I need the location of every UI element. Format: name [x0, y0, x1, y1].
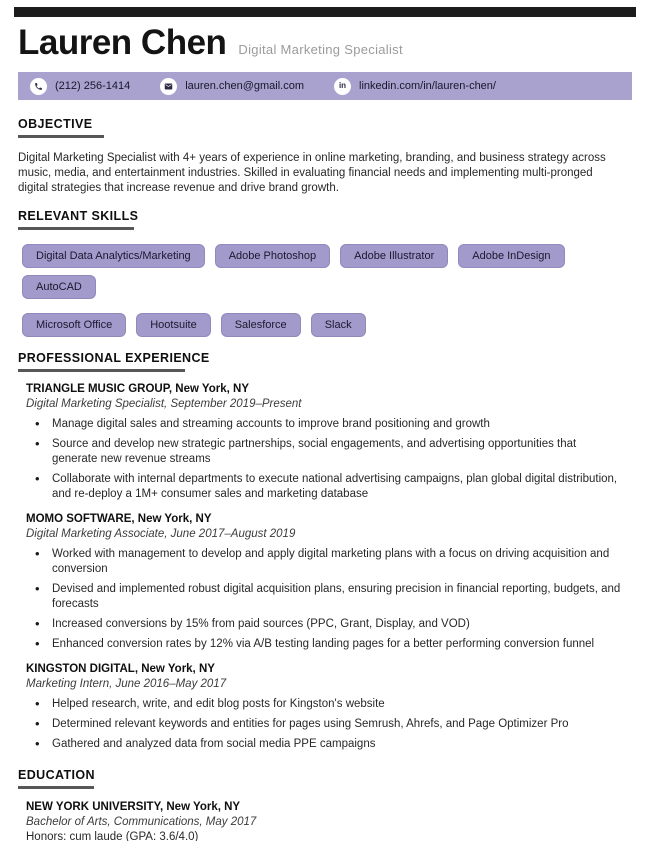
- section-experience: [18, 351, 632, 752]
- job-bullet: • Worked with management to develop and apply digital marketing plans with a focus on driving acquisition and conversion: [26, 547, 622, 577]
- linkedin-icon: in: [334, 78, 351, 95]
- job-entry: [26, 513, 632, 652]
- contact-email-label: lauren.chen@gmail.com: [185, 80, 305, 92]
- job-company: MOMO SOFTWARE, New York, NY: [26, 513, 212, 525]
- job-bullets: [26, 417, 632, 502]
- skill-pill: Digital Data Analytics/Marketing: [22, 244, 205, 268]
- contact-phone-label: (212) 256-1414: [55, 80, 131, 92]
- skill-pill: Hootsuite: [136, 313, 210, 337]
- job-bullets: [26, 697, 632, 752]
- job-bullet: • Source and develop new strategic partnerships, social engagements, and advertising opportunities that generate new revenue streams: [26, 437, 622, 467]
- education-degree: Bachelor of Arts, Communications, May 2017: [26, 816, 257, 828]
- job-bullet: • Devised and implemented robust digital acquisition plans, ensuring precision in financial reporting, budgets, and forecasts: [26, 582, 622, 612]
- phone-icon: [30, 78, 47, 95]
- skill-pill: Salesforce: [221, 313, 301, 337]
- contact-email[interactable]: [160, 78, 304, 95]
- skill-pill: Microsoft Office: [22, 313, 126, 337]
- job-bullet: • Gathered and analyzed data from social media PPE campaigns: [26, 737, 622, 752]
- job-title-dates: Digital Marketing Specialist, September 2019–Present: [26, 398, 302, 410]
- heading-rule: [18, 369, 185, 372]
- education-honors: Honors: cum laude (GPA: 3.6/4.0): [26, 831, 199, 841]
- objective-heading: OBJECTIVE: [18, 117, 93, 131]
- skill-pill: AutoCAD: [22, 275, 96, 299]
- candidate-name: Lauren Chen: [18, 23, 227, 62]
- experience-heading: PROFESSIONAL EXPERIENCE: [18, 351, 210, 365]
- section-objective: [18, 117, 632, 196]
- email-icon: [160, 78, 177, 95]
- contact-linkedin-label: linkedin.com/in/lauren-chen/: [359, 80, 496, 92]
- skill-pill: Adobe Illustrator: [340, 244, 448, 268]
- contact-linkedin[interactable]: [334, 78, 496, 95]
- job-bullet: • Increased conversions by 15% from paid sources (PPC, Grant, Display, and VOD): [26, 617, 622, 632]
- job-bullet: • Helped research, write, and edit blog posts for Kingston's website: [26, 697, 622, 712]
- skills-heading: RELEVANT SKILLS: [18, 209, 139, 223]
- education-school: NEW YORK UNIVERSITY, New York, NY: [26, 801, 241, 813]
- section-education: [18, 768, 632, 841]
- job-bullet: • Collaborate with internal departments to execute national advertising campaigns, plan global digital distribution, and re-deploy a 1M+ consumer sales and marketing database: [26, 472, 622, 502]
- heading-rule: [18, 786, 94, 789]
- heading-rule: [18, 227, 134, 230]
- skill-pill: Adobe Photoshop: [215, 244, 330, 268]
- job-bullets: [26, 547, 632, 652]
- heading-rule: [18, 135, 104, 138]
- skills-list: [22, 244, 632, 337]
- job-bullet: • Determined relevant keywords and entities for pages using Semrush, Ahrefs, and Page Optimizer Pro: [26, 717, 622, 732]
- job-company: TRIANGLE MUSIC GROUP, New York, NY: [26, 383, 250, 395]
- skill-pill: Slack: [311, 313, 366, 337]
- job-title-dates: Digital Marketing Associate, June 2017–August 2019: [26, 528, 296, 540]
- job-title-dates: Marketing Intern, June 2016–May 2017: [26, 678, 227, 690]
- job-entry: [26, 383, 632, 502]
- contact-phone: [30, 78, 130, 95]
- top-accent-bar: [14, 7, 636, 17]
- objective-text: Digital Marketing Specialist with 4+ years of experience in online marketing, branding, and business strategy across music, media, and entertainment industries. Skilled in evaluating financial needs and implementing multi-pronged digital strategies that increase revenue and drive brand growth.: [18, 152, 606, 194]
- education-heading: EDUCATION: [18, 768, 95, 782]
- job-bullet: • Manage digital sales and streaming accounts to improve brand positioning and growth: [26, 417, 622, 432]
- contact-bar: [18, 72, 632, 100]
- candidate-title: Digital Marketing Specialist: [238, 42, 403, 57]
- job-bullet: • Enhanced conversion rates by 12% via A/B testing landing pages for a better performing conversion funnel: [26, 637, 622, 652]
- skill-pill: Adobe InDesign: [458, 244, 564, 268]
- job-entry: [26, 663, 632, 752]
- section-skills: [18, 209, 632, 337]
- job-company: KINGSTON DIGITAL, New York, NY: [26, 663, 215, 675]
- education-entry: [26, 801, 632, 841]
